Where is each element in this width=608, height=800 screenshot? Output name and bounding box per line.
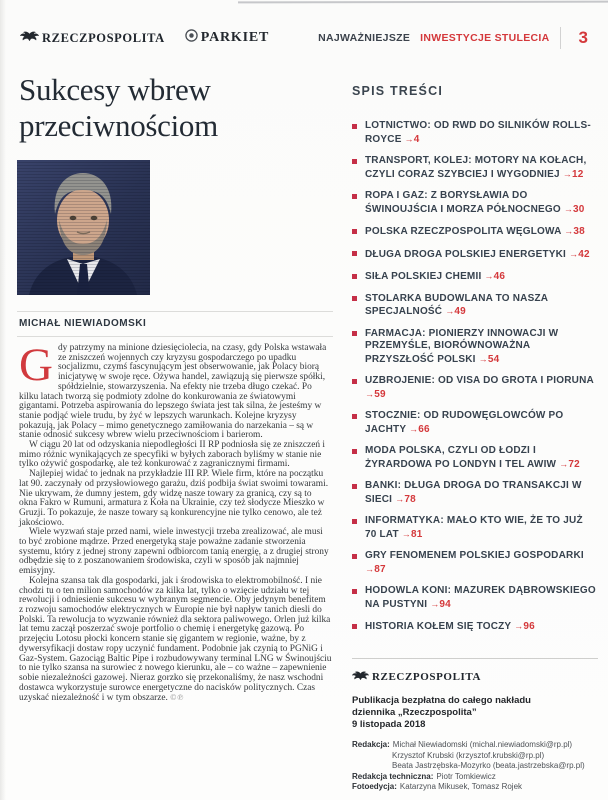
series-label: NAJWAŻNIEJSZE (318, 32, 411, 44)
page-arrow-icon: → (559, 458, 569, 469)
note-line: 9 listopada 2018 (352, 719, 426, 730)
toc-item-text: FARMACJA: PIONIERZY INNOWACJI W PRZEMYŚLE, BIORÓWNOWAŻNA PRZYSZŁOŚĆ POLSKI (365, 327, 559, 365)
brand-wordmark: RZECZPOSPOLITA (42, 30, 165, 45)
brand-wordmark: RZECZPOSPOLITA (372, 671, 482, 683)
toc-page-ref (559, 459, 580, 470)
toc-item (352, 375, 596, 401)
toc-page-ref (405, 134, 420, 145)
toc-item (352, 293, 596, 319)
toc-page-number: 4 (413, 133, 420, 145)
toc-item (352, 515, 596, 541)
bullet-icon (352, 229, 357, 234)
bullet-icon (352, 589, 357, 594)
toc-page-number: 66 (418, 423, 430, 435)
toc-page-number: 30 (573, 203, 585, 215)
toc-page-number: 54 (487, 353, 500, 365)
note-line: dziennika „Rzeczpospolita” (352, 707, 477, 718)
header-divider (560, 27, 561, 49)
paragraph-text: dy patrzymy na minione dziesięciolecia, na czasy, gdy Polska wstawała ze zniszczeń wojennych czy kryzysu gospodarczego po upadku socjalizmu, czymś fascynującym jest obserwowanie, jak Polacy biorą inicjatywę w swoje ręce. Ożywa handel, zawiązują się pierwsze spółki, spółdzielnie, stowarzyszenia. Na efekty nie trzeba długo czekać. Po kilku latach tworzą się podmioty zdolne do konkurowania ze światowymi gigantami. Potrzeba aspirowania do lepszego świata jest tak silna, że jesteśmy w stanie podjąć wiele trudu, by żyć w lepszych warunkach. Kolejne kryzysy pokazują, jak Polacy – mimo genetycznego zamiłowania do narzekania – są w stanie odnosić sukcesy wbrew wielu przeciwnościom i barierom. (19, 343, 327, 441)
toc-item-text: INFORMATYKA: MAŁO KTO WIE, ŻE TO JUŻ 70 LAT (365, 515, 583, 540)
page-arrow-icon: → (564, 226, 574, 236)
bullet-icon (352, 554, 357, 559)
toc-page-ref (479, 354, 500, 365)
toc-item-text: HISTORIA KOŁEM SIĘ TOCZY (365, 621, 512, 632)
author-photo (17, 160, 150, 295)
toc-item-text: HODOWLA KONI: MAZUREK DĄBROWSKIEGO NA PUSTYNI (365, 585, 596, 610)
bullet-icon (352, 159, 357, 164)
toc-page-number: 72 (568, 458, 580, 470)
toc-item (352, 155, 596, 181)
toc-page-number: 94 (439, 598, 451, 610)
toc-item (352, 248, 596, 262)
toc-item (352, 410, 596, 436)
toc-page-ref (430, 599, 451, 610)
footer-brand (352, 668, 598, 686)
end-mark: ©℗ (170, 693, 185, 703)
table-of-contents (352, 84, 596, 643)
toc-page-ref (365, 564, 386, 575)
credit-label: Redakcja: (352, 740, 390, 749)
credit-row (352, 772, 598, 783)
credit-label: Redakcja techniczna: (352, 771, 434, 781)
page-arrow-icon: → (409, 423, 419, 434)
page-arrow-icon: → (365, 563, 375, 574)
author-byline: MICHAŁ NIEWIADOMSKI (17, 311, 333, 337)
toc-item-text: BANKI: DŁUGA DROGA DO TRANSAKCJI W SIECI (365, 480, 582, 505)
toc-page-ref (569, 249, 590, 260)
bullet-icon (352, 331, 357, 336)
eagle-icon (20, 29, 39, 47)
bullet-icon (352, 414, 357, 419)
title-line-1: Sukcesy wbrew (19, 72, 211, 107)
credit-value: Katarzyna Mikusek, Tomasz Rojek (399, 782, 523, 791)
page-arrow-icon: → (430, 598, 440, 609)
toc-item-text: GRY FENOMENEM POLSKIEJ GOSPODARKI (365, 550, 584, 561)
bullet-icon (352, 274, 357, 279)
bullet-icon (352, 484, 357, 489)
brand-parkiet (185, 29, 269, 47)
toc-page-ref (365, 389, 386, 400)
paragraph-text: Kolejna szansa tak dla gospodarki, jak i środowiska to elektromobilność. I nie chodzi tu o ten milion samochodów za kilka lat, tylko o wzięcie udziału w tej rewolucji i odniesienie sukcesu w wybranym segmencie. Oby jedynym benefitem z rozwoju samochodów elektrycznych w Europie nie był napływ tanich diesli do Polski. Ta rewolucja to wyzwanie również dla sektora paliwowego. Orlen już kilka lat temu zaczął poszerzać swoje portfolio o chemię i energetykę gazową. Po przejęciu Lotosu płocki koncern stanie się gigantem w regionie, ważne, by z dywersyfikacji dostaw ropy uczynić fundament. Podobnie jak czynią to PGNiG i Gaz-System. Gazociąg Baltic Pipe i rozbudowywany terminal LNG w Świnoujściu to nie tylko szansa na surowiec z nowego kierunku, ale – co ważne – zapewnienie sobie niezależności gazowej. Nieraz gorzko się przekonaliśmy, że nasz wschodni dostawca wykorzystuje surowce energetyczne do nacisków politycznych. Czas uzyskać niezależność i w tym obszarze. (19, 575, 332, 704)
toc-page-number: 42 (578, 248, 590, 260)
credits (352, 740, 598, 793)
credit-value: Beata Jastrzębska-Mozyrko (beata.jastrzebska@rp.pl) (392, 761, 585, 770)
toc-page-ref (564, 204, 585, 215)
toc-item (352, 225, 596, 239)
drop-cap: G (19, 339, 53, 391)
toc-title: SPIS TREŚCI (352, 84, 443, 98)
toc-page-ref (409, 424, 430, 435)
page-arrow-icon: → (484, 271, 494, 281)
toc-item (352, 550, 596, 576)
article-body (19, 339, 332, 704)
toc-page-number: 38 (573, 226, 585, 237)
toc-item (352, 270, 596, 284)
toc-page-ref (563, 169, 584, 180)
toc-item-text: DŁUGA DROGA POLSKIEJ ENERGETYKI (365, 248, 567, 260)
toc-item (352, 620, 596, 634)
paragraph: Najlepiej widać to jednak na przykładzie III RP. Wiele firm, które na początku lat 90. zaczynały od przysłowiowego garażu, dziś podbija świat swoimi towarami. Nie ukrywam, że dumny jestem, gdy widzę nasze towary za granicą, czy są to okna Fakro w Rumuni, armatura z Koła na Ukrainie, czy też słodycze Mieszko w Gruzji. To pokazuje, że nasze towary są konkurencyjne nie tylko cenowo, ale też jakościowo. (19, 469, 329, 528)
series-label-highlight: INWESTYCJE STULECIA (420, 32, 550, 44)
toc-item-text: STOCZNIE: OD RUDOWĘGLOWCÓW PO JACHTY (365, 410, 564, 435)
parkiet-emblem-icon (185, 29, 198, 47)
eagle-icon (352, 668, 369, 686)
toc-item (352, 480, 596, 506)
toc-page-ref (514, 621, 535, 632)
brand-wordmark: PARKIET (200, 30, 270, 45)
credit-value: Krzysztof Krubski (krzysztof.krubski@rp.pl) (392, 750, 545, 760)
page-arrow-icon: → (569, 248, 579, 259)
bullet-icon (352, 379, 357, 384)
page-arrow-icon: → (395, 493, 405, 504)
toc-page-ref (484, 271, 505, 282)
scan-edge (238, 1, 608, 4)
page-arrow-icon: → (514, 621, 524, 631)
scan-edge (0, 0, 6, 800)
toc-page-number: 59 (374, 388, 386, 400)
credit-row (352, 740, 598, 751)
toc-page-number: 87 (374, 563, 386, 575)
portrait-illustration (17, 160, 150, 295)
toc-item-text: SIŁA POLSKIEJ CHEMII (365, 271, 482, 282)
bullet-icon (352, 251, 357, 256)
page-arrow-icon: → (563, 203, 574, 214)
paragraph: Wiele wyzwań staje przed nami, wiele inwestycji trzeba zrealizować, ale musi to być zrobione mądrze. Przed energetyką staje poważne zadanie stworzenia systemu, który z jednej strony zapewni odbiorcom tanią energię, a z drugiej strony odbędzie się to z poszanowaniem środowiska, czyli w sposób jak najmniej emisyjny. (19, 527, 329, 577)
bullet-icon (352, 296, 357, 301)
credit-row (352, 751, 598, 762)
toc-page-ref (445, 306, 466, 317)
note-line: Publikacja bezpłatna do całego nakładu (352, 695, 531, 706)
brand-rzeczpospolita (20, 29, 165, 47)
credit-value: Michał Niewiadomski (michal.niewiadomski@rp.pl) (392, 740, 573, 749)
paragraph (19, 339, 332, 441)
bullet-icon (352, 624, 357, 629)
credit-row (352, 782, 598, 793)
page-arrow-icon: → (404, 133, 414, 144)
toc-page-ref (402, 529, 423, 540)
credit-row (352, 761, 598, 772)
toc-page-number: 49 (454, 306, 466, 317)
page-arrow-icon: → (445, 306, 455, 316)
page-header (20, 27, 588, 49)
article-title (19, 72, 218, 144)
toc-item-text: POLSKA RZECZPOSPOLITA WĘGLOWA (365, 226, 562, 237)
toc-page-ref (395, 494, 416, 505)
page-number: 3 (578, 28, 588, 47)
brand-logos (20, 29, 269, 47)
toc-page-number: 12 (571, 168, 584, 180)
toc-item-text: STOLARKA BUDOWLANA TO NASZA SPECJALNOŚĆ (365, 292, 548, 317)
credit-label: Fotoedycja: (352, 782, 397, 791)
bullet-icon (352, 519, 357, 524)
page-arrow-icon: → (401, 528, 411, 539)
toc-item (352, 445, 596, 471)
toc-item-text: UZBROJENIE: OD VISA DO GROTA I PIORUNA (365, 375, 594, 386)
toc-page-number: 46 (493, 271, 506, 282)
credit-value: Piotr Tomkiewicz (436, 771, 496, 781)
bullet-icon (352, 194, 357, 199)
toc-item-text: ROPA I GAZ: Z BORYSŁAWIA DO ŚWINOUJŚCIA I MORZA PÓŁNOCNEGO (365, 190, 561, 215)
page-arrow-icon: → (365, 388, 375, 399)
toc-item (352, 120, 596, 146)
page-arrow-icon: → (562, 168, 572, 179)
toc-page-number: 96 (523, 621, 535, 632)
toc-item (352, 328, 596, 367)
paragraph: W ciągu 20 lat od odzyskania niepodległości II RP podniosła się ze zniszczeń i mimo różnic wynikających ze specyfiki w byłych zaborach byliśmy w stanie nie tylko ożywić gospodarkę, ale też konkurować z zagranicznymi firmami. (19, 440, 326, 470)
page-arrow-icon: → (478, 353, 488, 364)
bullet-icon (352, 124, 357, 129)
toc-item (352, 585, 596, 611)
imprint (352, 658, 598, 793)
toc-item-text: TRANSPORT, KOLEJ: MOTORY NA KOŁACH, CZYLI CORAZ SZYBCIEJ I WYGODNIEJ (365, 155, 587, 180)
series-header (318, 27, 588, 49)
title-line-2: przeciwnościom (19, 108, 218, 143)
paragraph (19, 577, 332, 704)
bullet-icon (352, 449, 357, 454)
toc-page-number: 81 (411, 528, 423, 540)
toc-item (352, 190, 596, 216)
toc-item-text: LOTNICTWO: OD RWD DO SILNIKÓW ROLLS-ROYCE (365, 120, 591, 145)
toc-item-text: MODA POLSKA, CZYLI OD ŁODZI I ŻYRARDOWA PO LONDYN I TEL AWIW (365, 445, 557, 470)
publication-note (352, 695, 598, 731)
toc-page-number: 78 (404, 493, 416, 505)
toc-page-ref (564, 226, 585, 237)
